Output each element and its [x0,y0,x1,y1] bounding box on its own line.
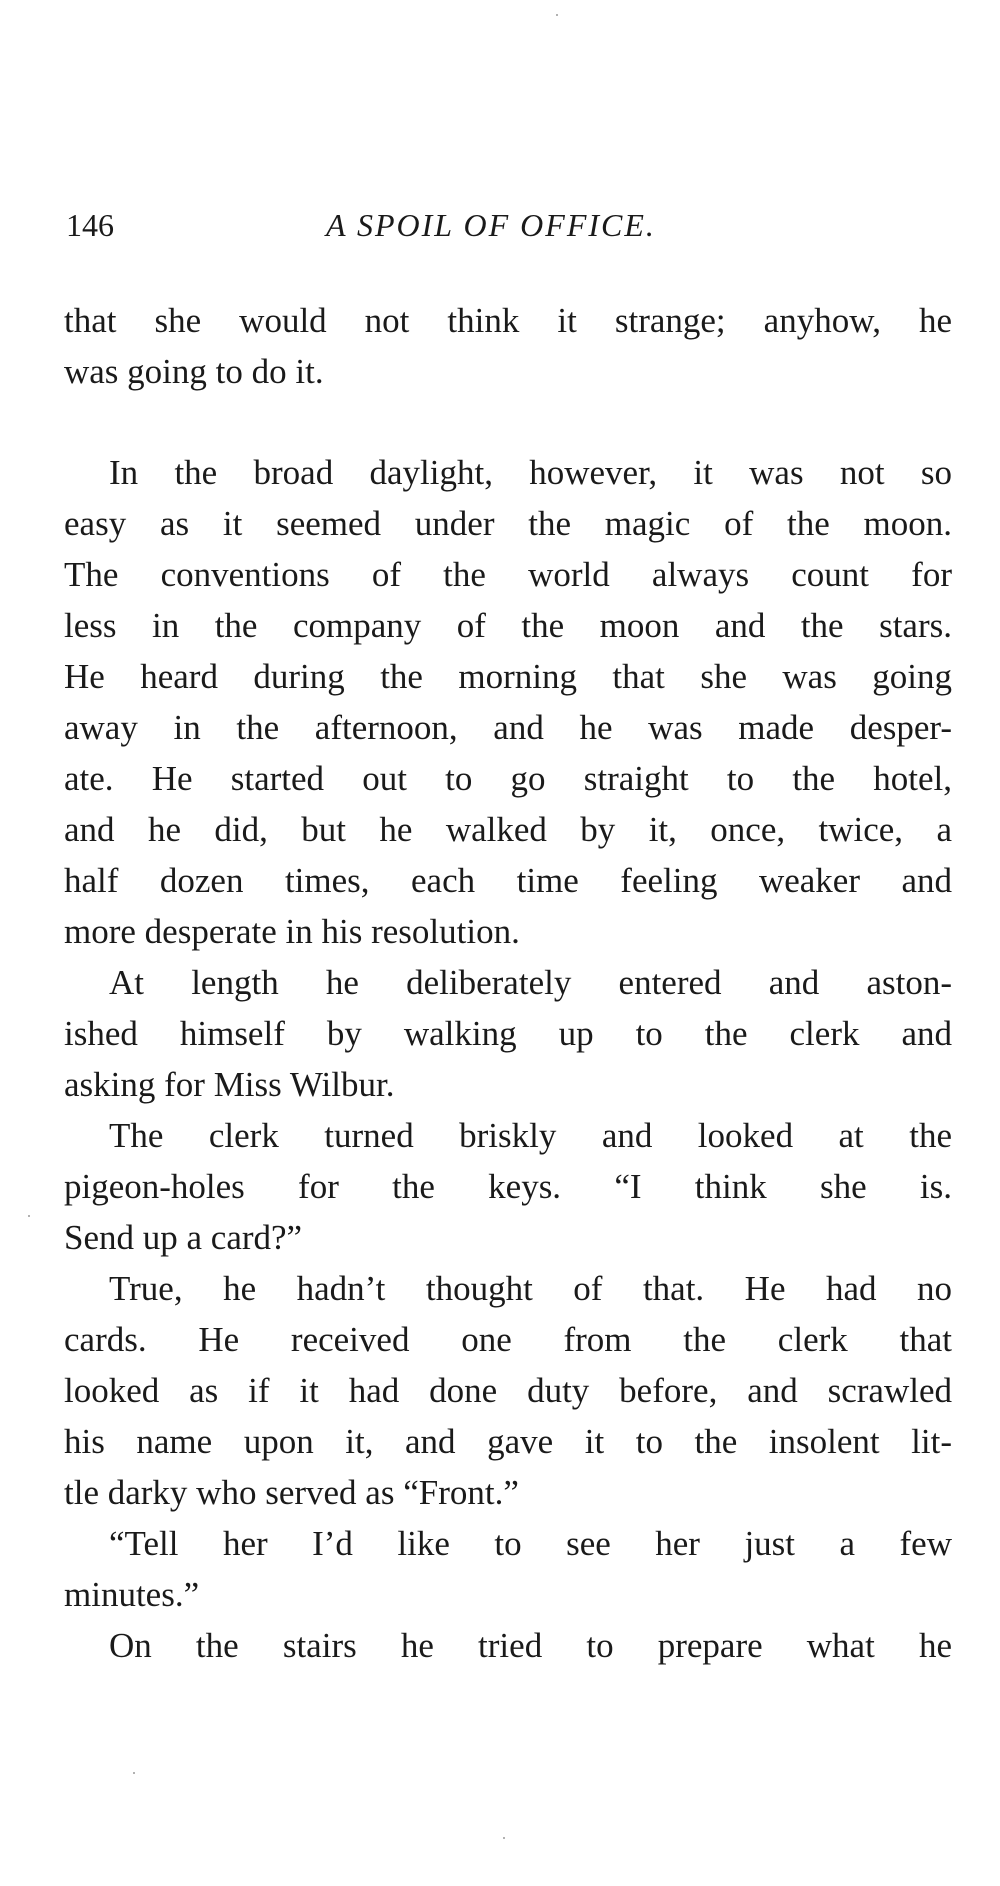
text-line: tle darky who served as “Front.” [64,1473,519,1512]
text-line: less in the company of the moon and the stars. [64,606,952,645]
paper-speck [133,1772,135,1774]
text-line: minutes.” [64,1575,200,1614]
text-line: ished himself by walking up to the clerk and [64,1014,952,1053]
text-line: more desperate in his resolution. [64,912,520,951]
text-line: True, he hadn’t thought of that. He had no [109,1269,952,1308]
text-line: half dozen times, each time feeling weaker and [64,861,952,900]
paper-speck [503,1837,505,1839]
text-line: asking for Miss Wilbur. [64,1065,395,1104]
text-line: looked as if it had done duty before, and scrawled [64,1371,952,1410]
text-line: He heard during the morning that she was going [64,657,952,696]
paragraph-gap [64,397,952,447]
paper-speck [28,1215,30,1217]
text-line: away in the afternoon, and he was made desper- [64,708,952,747]
text-line: and he did, but he walked by it, once, twice, a [64,810,952,849]
text-line: cards. He received one from the clerk that [64,1320,952,1359]
text-line: that she would not think it strange; anyhow, he [64,301,952,340]
text-line: easy as it seemed under the magic of the moon. [64,504,952,543]
text-line: The conventions of the world always count for [64,555,952,594]
text-line: was going to do it. [64,352,324,391]
text-line: Send up a card?” [64,1218,303,1257]
text-line: his name upon it, and gave it to the insolent lit- [64,1422,952,1461]
text-line: On the stairs he tried to prepare what he [109,1626,952,1665]
running-title: A SPOIL OF OFFICE. [326,207,656,243]
text-line: “Tell her I’d like to see her just a few [109,1524,952,1563]
body-text [64,295,952,1671]
page-number: 146 [66,207,114,243]
running-head [66,200,946,250]
text-line: ate. He started out to go straight to the hotel, [64,759,952,798]
text-line: pigeon-holes for the keys. “I think she is. [64,1167,952,1206]
text-line: The clerk turned briskly and looked at the [109,1116,952,1155]
paper-speck [556,14,558,16]
text-line: In the broad daylight, however, it was not so [109,453,952,492]
text-line: At length he deliberately entered and aston- [109,963,952,1002]
